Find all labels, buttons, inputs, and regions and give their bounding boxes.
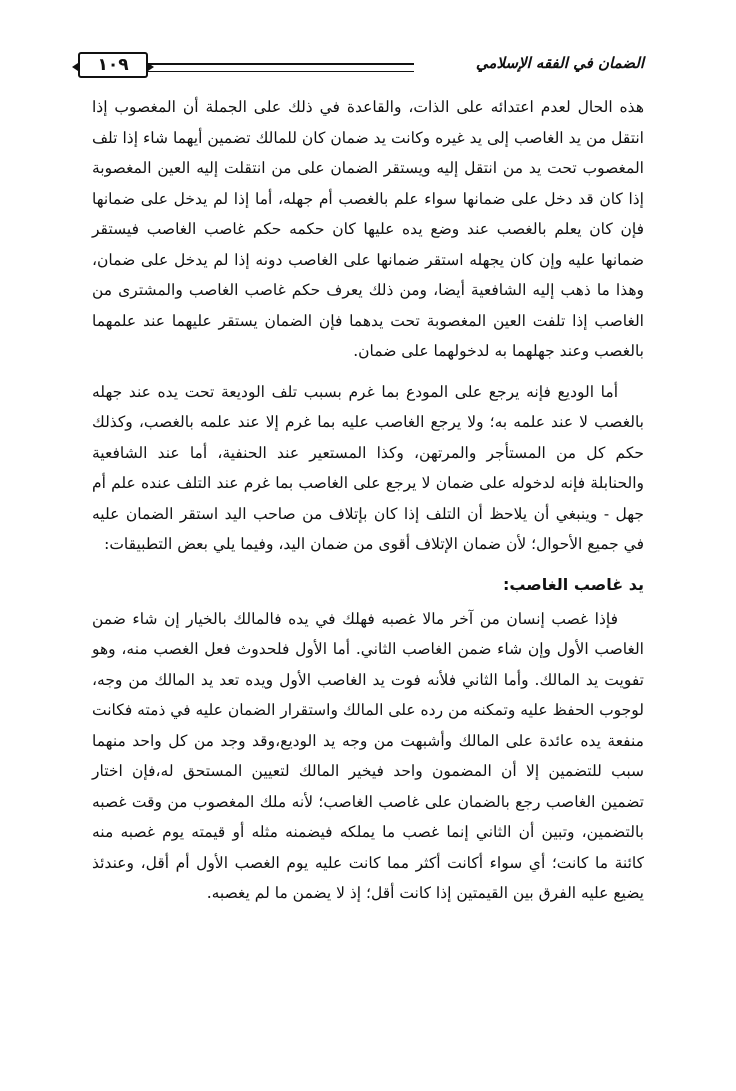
- page-number-label: ١٠٩: [97, 55, 129, 75]
- page-number: [78, 52, 148, 78]
- paragraph-3: فإذا غصب إنسان من آخر مالا غصبه فهلك في يده فالمالك بالخيار إن شاء ضمن الغاصب الأول وإن شاء ضمن الغاصب الثاني. أما الأول فلحدوث فعل الغصب منه، وهو تفويت يد المالك. وأما الثاني فلأنه فوت يد الغاصب الأول ويده تعد يد المالك من وجه، لوجوب الحفظ عليه وتمكنه من رده على المالك واستقرار الضمان عليه في ذمته فكانت منفعة يده عائدة على المالك وأشبهت من وجه يد الوديع،وقد وجد من كل واحد منهما سبب للتضمين إلا أن المضمون واحد فيخير المالك لتعيين المستحق له،فإن اختار تضمين الغاصب رجع بالضمان على غاصب الغاصب؛ لأنه ملك المغصوب من وقت غصبه بالتضمين، وتبين أن الثاني إنما غصب ما يملكه فيضمنه مثله أو قيمته يوم غصبه منه كائنة ما كانت؛ أي سواء أكانت أكثر مما كانت عليه يوم الغصب الأول أم أقل، وعندئذ يضيع عليه الفرق بين القيمتين إذا كانت أقل؛ إذ لا يضمن ما لم يغصبه.: [92, 609, 644, 902]
- paragraph-1: هذه الحال لعدم اعتدائه على الذات، والقاعدة في ذلك على الجملة أن المغصوب إذا انتقل من يد الغاصب إلى يد غيره وكانت يد ضمان كان للمالك تضمين أيهما شاء إذا تلف المغصوب تحت يد من انتقل إليه ويستقر الضمان على من انتقلت إليه العين المغصوبة إذا كان قد دخل على ضمانها سواء علم بالغصب أم جهله، أما إذا لم يدخل على ضمانها فإن كان يعلم بالغصب عند وضع يده عليها كان حكمه حكم غاصب الغاصب فيستقر ضمانها عليه وإن كان يجهله استقر ضمانها على الغاصب دونه إذا لم يدخل على ضمان، وهذا ما ذهب إليه الشافعية أيضا، ومن ذلك يعرف حكم غاصب الغاصب والمشترى من الغاصب إذا تلفت العين المغصوبة تحت يدهما فإن الضمان يستقر عليهما عند علمهما بالغصب وعند جهلهما به لدخولهما على ضمان.: [92, 98, 644, 360]
- paragraph-2: أما الوديع فإنه يرجع على المودع بما غرم بسبب تلف الوديعة تحت يده عند جهله بالغصب لا عند علمه به؛ ولا يرجع الغاصب عليه بما غرم إلا عند علمه بالغصب، وكذلك حكم كل من المستأجر والمرتهن، وكذا المستعير عند الحنفية، أما عند الشافعية والحنابلة فإنه لدخوله على ضمان لا يرجع على الغاصب بما غرم عند التلف عنده علم أم جهل - وينبغي أن يلاحظ أن التلف إذا كان بإتلاف من صاحب اليد استقر الضمان عليه في جميع الأحوال؛ لأن ضمان الإتلاف أقوى من ضمان اليد، وفيما يلي بعض التطبيقات:: [92, 382, 644, 553]
- header-rule: [148, 63, 414, 72]
- body-text: [92, 92, 644, 909]
- running-header: [78, 52, 644, 82]
- section-heading: يد غاصب الغاصب:: [502, 574, 644, 594]
- header-title: الضمان في الفقه الإسلامي: [475, 54, 644, 72]
